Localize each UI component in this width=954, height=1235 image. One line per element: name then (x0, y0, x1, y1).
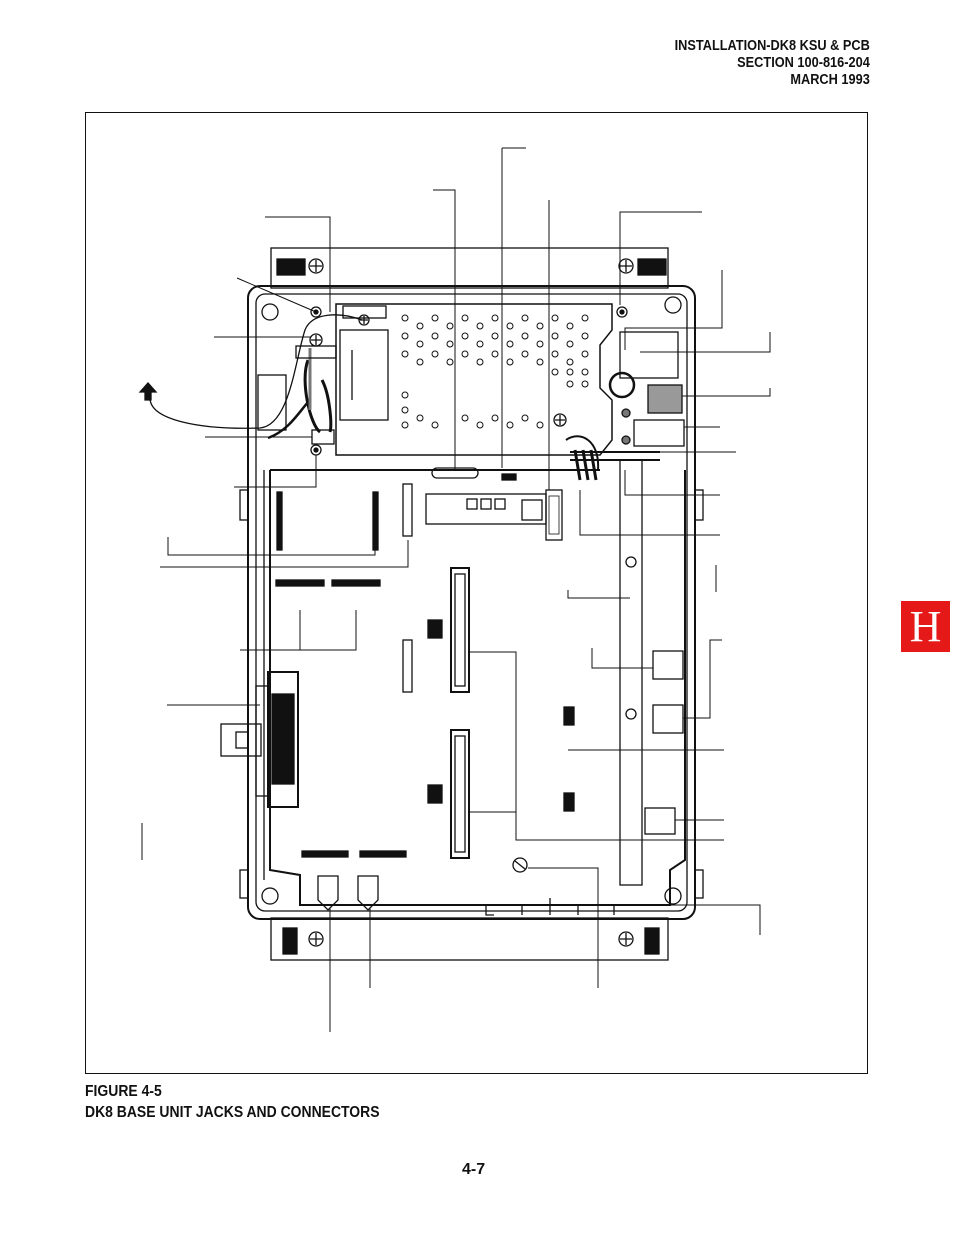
figure-title: DK8 BASE UNIT JACKS AND CONNECTORS (85, 1104, 380, 1121)
header-line-2: SECTION 100-816-204 (737, 55, 870, 71)
header-line-3: MARCH 1993 (790, 72, 870, 88)
ground-screws (310, 307, 627, 455)
figure-caption (85, 1081, 380, 1123)
right-side-hardware (564, 332, 684, 885)
ribbon-connectors (428, 568, 469, 858)
section-tab-letter: H (909, 601, 942, 651)
power-supply-shield (336, 304, 612, 455)
section-tab (901, 601, 950, 652)
leader-lines (142, 148, 770, 1032)
figure-number: FIGURE 4-5 (85, 1083, 162, 1100)
bottom-connectors (318, 858, 614, 915)
side-connector (221, 672, 298, 807)
page-number: 4-7 (462, 1161, 486, 1178)
header-line-1: INSTALLATION-DK8 KSU & PCB (674, 38, 870, 54)
main-pcb (264, 468, 685, 905)
mounting-screws (262, 259, 681, 946)
shield-perforations (402, 315, 588, 428)
ac-power-wiring (140, 315, 362, 444)
pin-header-connectors (276, 484, 412, 857)
